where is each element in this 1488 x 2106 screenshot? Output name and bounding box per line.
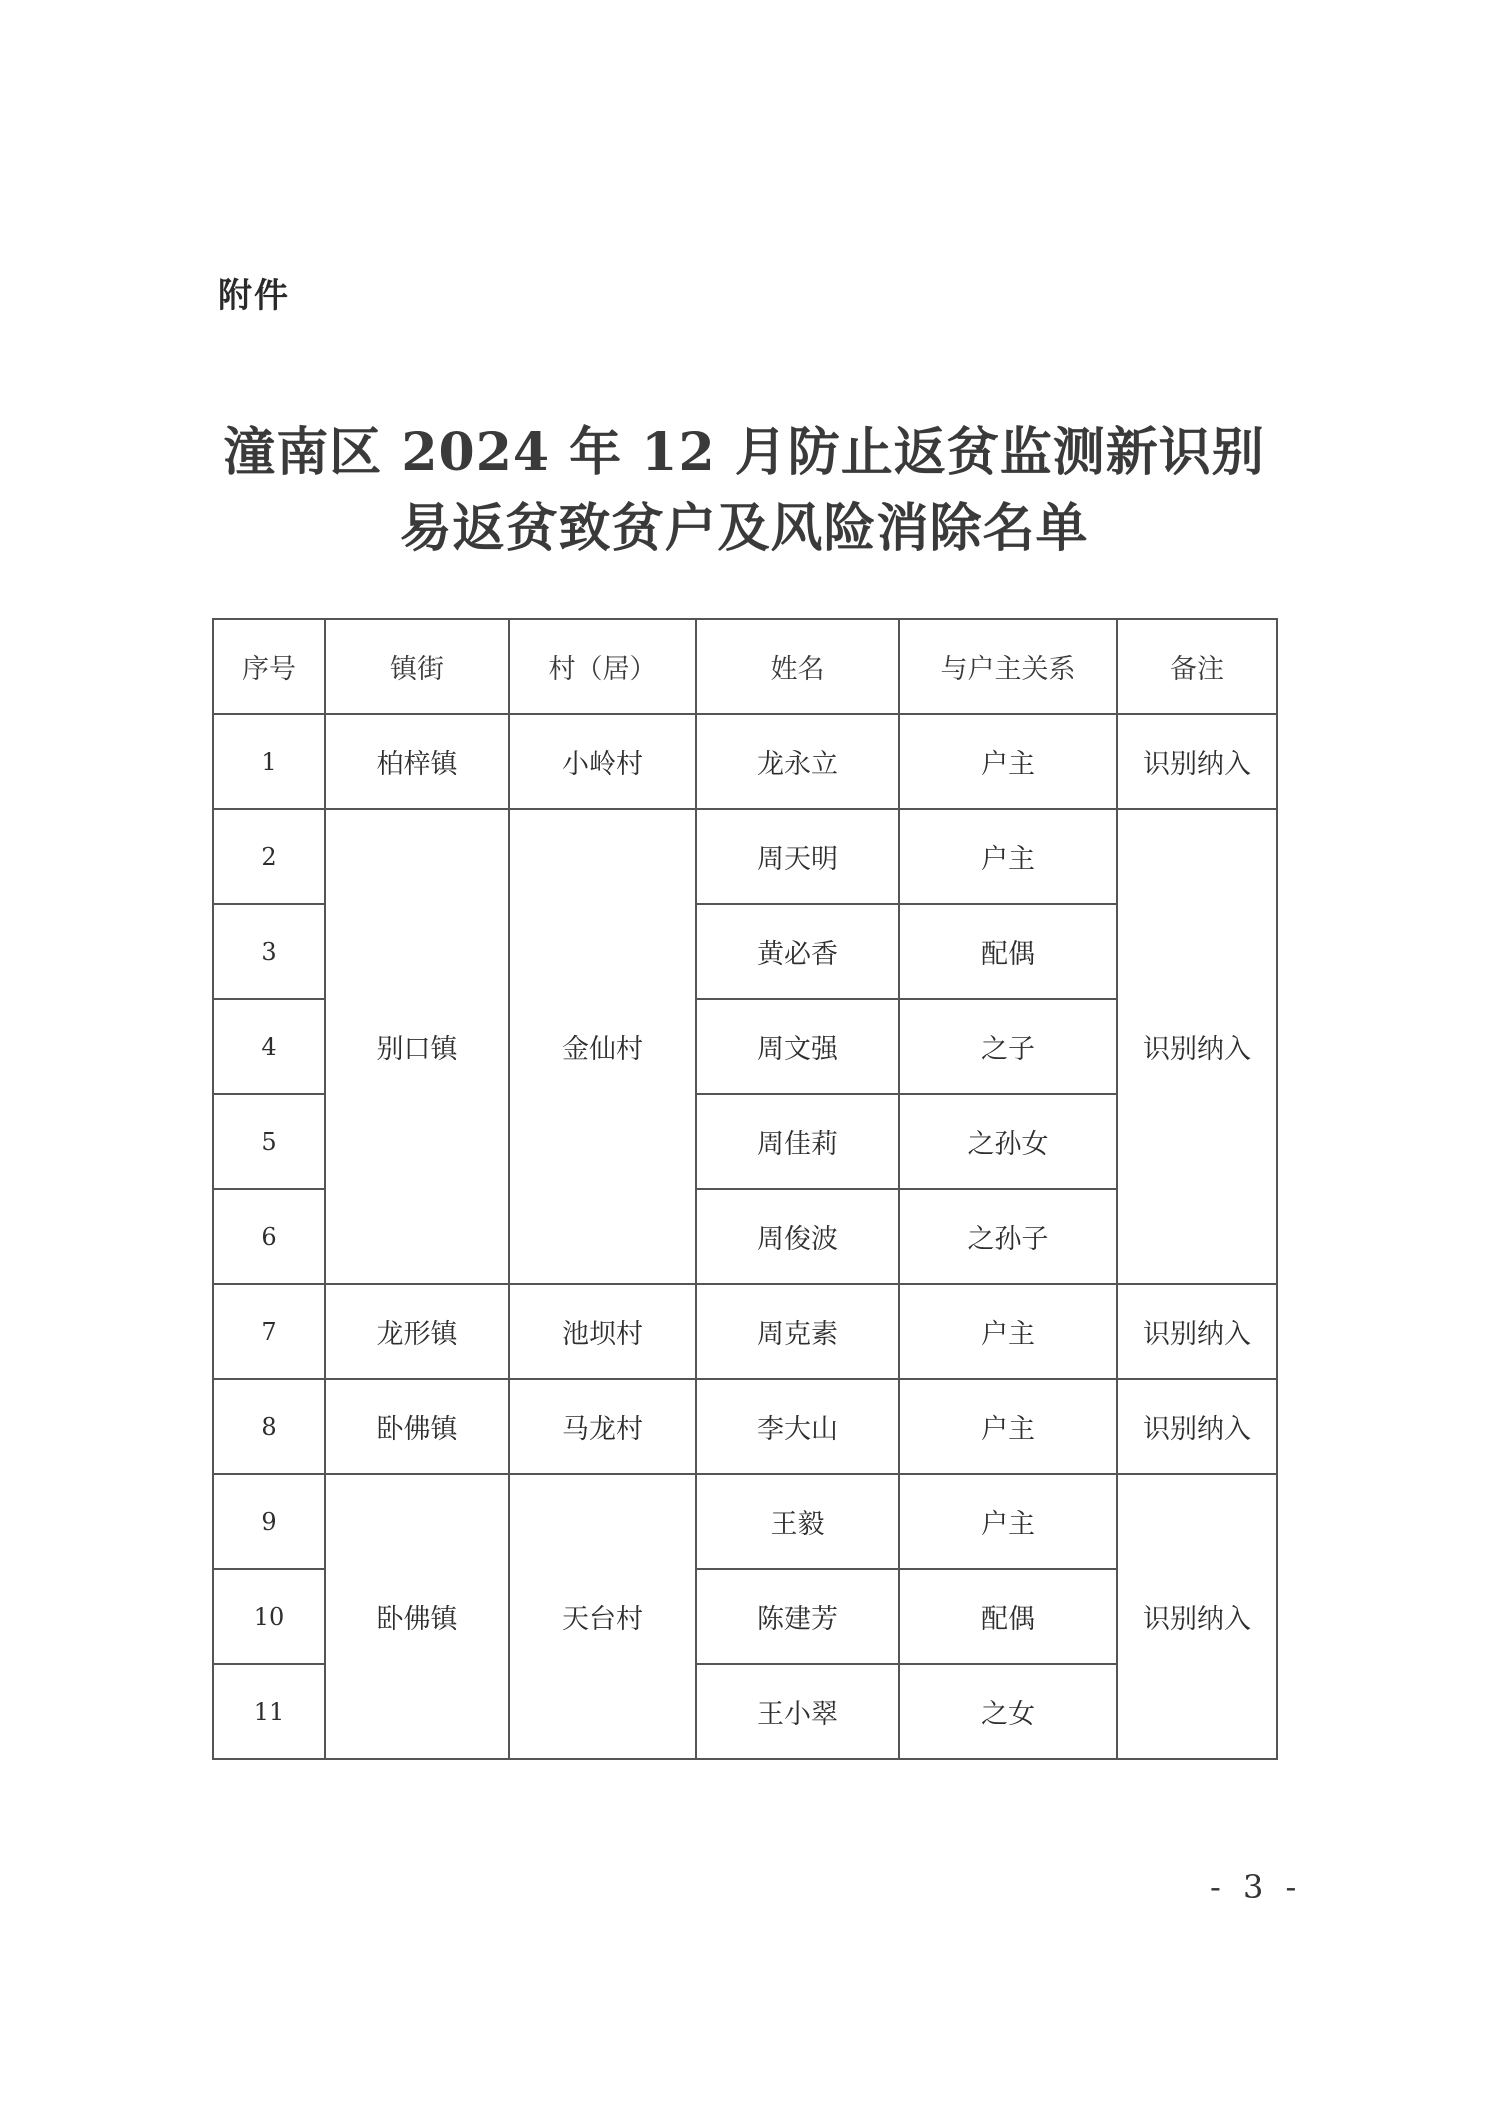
cell-seq: 8 [213, 1379, 325, 1474]
cell-note: 识别纳入 [1117, 809, 1277, 1284]
cell-relation: 之孙女 [899, 1094, 1117, 1189]
cell-name: 王小翠 [696, 1664, 899, 1759]
cell-town: 龙形镇 [325, 1284, 509, 1379]
cell-seq: 1 [213, 714, 325, 809]
cell-seq: 9 [213, 1474, 325, 1569]
document-title-line-2: 易返贫致贫户及风险消除名单 [399, 498, 1089, 559]
cell-name: 周天明 [696, 809, 899, 904]
header-relation: 与户主关系 [899, 619, 1117, 714]
cell-note: 识别纳入 [1117, 1379, 1277, 1474]
cell-village: 池坝村 [509, 1284, 696, 1379]
table-row [213, 1474, 1277, 1569]
table-row [213, 809, 1277, 904]
cell-name: 王毅 [696, 1474, 899, 1569]
table-row [213, 1379, 1277, 1474]
cell-seq: 2 [213, 809, 325, 904]
cell-seq: 10 [213, 1569, 325, 1664]
cell-relation: 户主 [899, 714, 1117, 809]
header-seq: 序号 [213, 619, 325, 714]
header-village: 村（居） [509, 619, 696, 714]
cell-village: 天台村 [509, 1474, 696, 1759]
cell-name: 周克素 [696, 1284, 899, 1379]
cell-name: 周俊波 [696, 1189, 899, 1284]
cell-relation: 配偶 [899, 1569, 1117, 1664]
cell-relation: 户主 [899, 1379, 1117, 1474]
cell-relation: 之孙子 [899, 1189, 1117, 1284]
table-row [213, 1284, 1277, 1379]
cell-relation: 户主 [899, 1284, 1117, 1379]
cell-note: 识别纳入 [1117, 1284, 1277, 1379]
cell-name: 李大山 [696, 1379, 899, 1474]
cell-seq: 5 [213, 1094, 325, 1189]
header-town: 镇街 [325, 619, 509, 714]
cell-name: 陈建芳 [696, 1569, 899, 1664]
header-note: 备注 [1117, 619, 1277, 714]
cell-seq: 4 [213, 999, 325, 1094]
cell-relation: 之子 [899, 999, 1117, 1094]
cell-relation: 之女 [899, 1664, 1117, 1759]
cell-name: 黄必香 [696, 904, 899, 999]
attachment-label: 附件 [218, 276, 290, 316]
roster-table [212, 618, 1278, 1760]
cell-relation: 配偶 [899, 904, 1117, 999]
cell-village: 金仙村 [509, 809, 696, 1284]
cell-relation: 户主 [899, 809, 1117, 904]
cell-seq: 6 [213, 1189, 325, 1284]
cell-village: 小岭村 [509, 714, 696, 809]
cell-town: 柏梓镇 [325, 714, 509, 809]
cell-town: 别口镇 [325, 809, 509, 1284]
cell-seq: 7 [213, 1284, 325, 1379]
header-name: 姓名 [696, 619, 899, 714]
cell-name: 周佳莉 [696, 1094, 899, 1189]
cell-name: 龙永立 [696, 714, 899, 809]
cell-note: 识别纳入 [1117, 714, 1277, 809]
table-header-row [213, 619, 1277, 714]
page-number: - 3 - [1210, 1868, 1303, 1906]
cell-seq: 11 [213, 1664, 325, 1759]
cell-town: 卧佛镇 [325, 1474, 509, 1759]
cell-town: 卧佛镇 [325, 1379, 509, 1474]
cell-name: 周文强 [696, 999, 899, 1094]
cell-relation: 户主 [899, 1474, 1117, 1569]
document-title-line-1: 潼南区 2024 年 12 月防止返贫监测新识别 [223, 422, 1265, 483]
cell-seq: 3 [213, 904, 325, 999]
cell-village: 马龙村 [509, 1379, 696, 1474]
table-row [213, 714, 1277, 809]
cell-note: 识别纳入 [1117, 1474, 1277, 1759]
